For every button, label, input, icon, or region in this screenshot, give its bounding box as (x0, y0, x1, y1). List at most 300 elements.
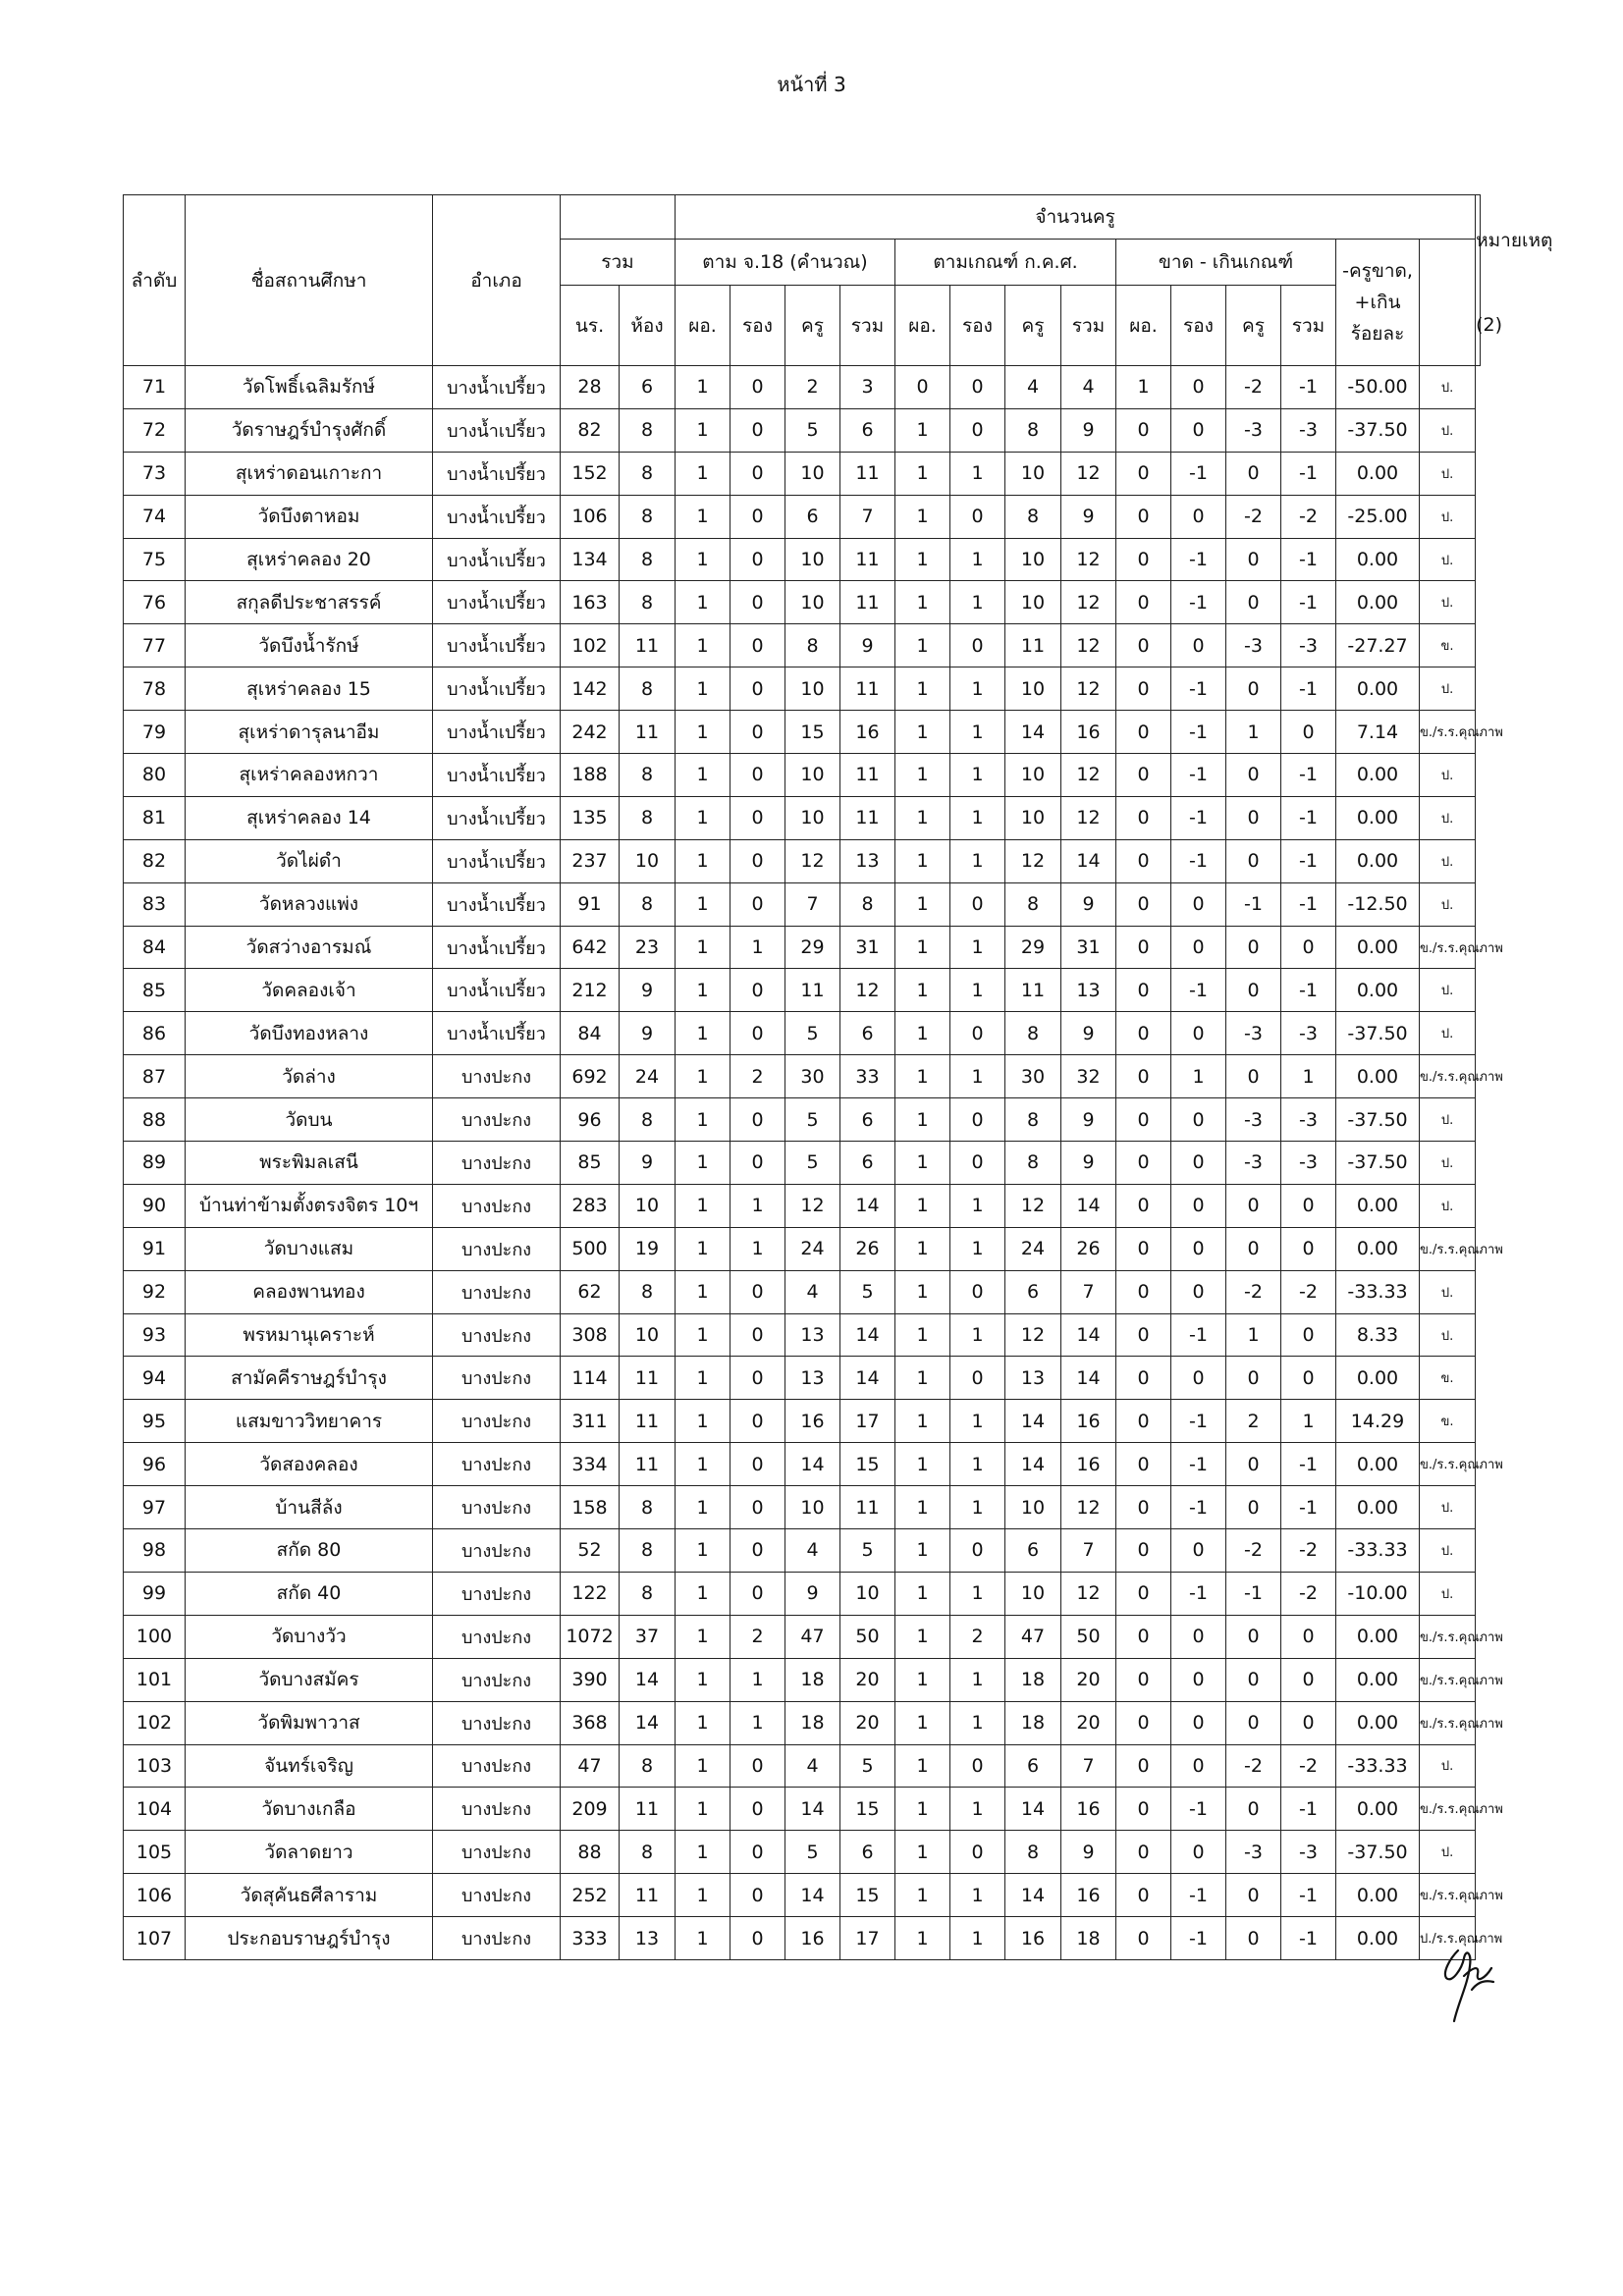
cell-criteria-teacher: 14 (1005, 1400, 1061, 1443)
cell-percent: 0.00 (1336, 1788, 1420, 1831)
cell-rooms: 8 (620, 1270, 676, 1313)
cell-students: 500 (561, 1227, 620, 1270)
cell-remark: ป. (1420, 754, 1476, 797)
cell-criteria-sum: 9 (1061, 1831, 1116, 1874)
cell-rooms: 10 (620, 1184, 676, 1227)
cell-calc-director: 1 (676, 495, 730, 538)
cell-percent: 0.00 (1336, 1658, 1420, 1701)
cell-diff-teacher: -1 (1226, 1572, 1281, 1615)
cell-diff-sum: -1 (1281, 452, 1336, 495)
cell-students: 1072 (561, 1615, 620, 1658)
cell-diff-deputy: 0 (1171, 1270, 1226, 1313)
cell-rooms: 11 (620, 1443, 676, 1486)
cell-diff-director: 0 (1116, 1744, 1171, 1788)
cell-diff-sum: -1 (1281, 667, 1336, 711)
cell-school-name: วัดโพธิ์เฉลิมรักษ์ (186, 366, 433, 409)
cell-no: 100 (124, 1615, 186, 1658)
cell-percent: -25.00 (1336, 495, 1420, 538)
cell-criteria-director: 1 (895, 1831, 950, 1874)
cell-diff-director: 0 (1116, 754, 1171, 797)
cell-calc-teacher: 16 (785, 1400, 840, 1443)
cell-diff-deputy: -1 (1171, 1443, 1226, 1486)
header-diff-sum: รวม (1281, 286, 1336, 366)
cell-criteria-sum: 16 (1061, 1443, 1116, 1486)
cell-diff-director: 0 (1116, 1400, 1171, 1443)
cell-district: บางปะกง (433, 1357, 561, 1400)
cell-no: 79 (124, 711, 186, 754)
cell-criteria-teacher: 10 (1005, 1572, 1061, 1615)
cell-calc-director: 1 (676, 796, 730, 839)
cell-diff-deputy: -1 (1171, 1572, 1226, 1615)
cell-diff-deputy: -1 (1171, 1874, 1226, 1917)
cell-criteria-director: 1 (895, 624, 950, 667)
cell-calc-deputy: 1 (730, 926, 785, 969)
cell-criteria-deputy: 0 (950, 1012, 1005, 1055)
cell-no: 89 (124, 1142, 186, 1185)
cell-criteria-sum: 9 (1061, 408, 1116, 452)
cell-diff-director: 0 (1116, 711, 1171, 754)
cell-no: 101 (124, 1658, 186, 1701)
cell-rooms: 10 (620, 839, 676, 882)
cell-criteria-teacher: 14 (1005, 1443, 1061, 1486)
cell-diff-sum: -1 (1281, 839, 1336, 882)
table-row (124, 926, 1481, 969)
cell-remark: ป. (1420, 1184, 1476, 1227)
cell-percent: -37.50 (1336, 1098, 1420, 1142)
cell-criteria-deputy: 0 (950, 366, 1005, 409)
cell-diff-director: 0 (1116, 1529, 1171, 1573)
cell-calc-director: 1 (676, 1184, 730, 1227)
cell-criteria-teacher: 6 (1005, 1529, 1061, 1573)
cell-calc-deputy: 0 (730, 711, 785, 754)
cell-rooms: 8 (620, 408, 676, 452)
cell-students: 28 (561, 366, 620, 409)
table-row (124, 882, 1481, 926)
cell-percent: 0.00 (1336, 969, 1420, 1012)
cell-school-name: วัดสว่างอารมณ์ (186, 926, 433, 969)
header-diff-director: ผอ. (1116, 286, 1171, 366)
cell-percent: 0.00 (1336, 1486, 1420, 1529)
cell-percent: 0.00 (1336, 1701, 1420, 1744)
cell-district: บางปะกง (433, 1184, 561, 1227)
header-criteria-teacher: ครู (1005, 286, 1061, 366)
cell-diff-sum: 0 (1281, 1313, 1336, 1357)
cell-calc-sum: 6 (840, 1098, 895, 1142)
cell-calc-director: 1 (676, 1357, 730, 1400)
cell-no: 105 (124, 1831, 186, 1874)
cell-no: 82 (124, 839, 186, 882)
cell-calc-sum: 20 (840, 1701, 895, 1744)
cell-rooms: 9 (620, 1012, 676, 1055)
cell-calc-sum: 11 (840, 796, 895, 839)
table-row (124, 1012, 1481, 1055)
cell-diff-sum: -2 (1281, 1270, 1336, 1313)
cell-calc-teacher: 24 (785, 1227, 840, 1270)
cell-calc-deputy: 0 (730, 366, 785, 409)
cell-students: 134 (561, 538, 620, 581)
cell-criteria-director: 1 (895, 452, 950, 495)
cell-percent: -33.33 (1336, 1529, 1420, 1573)
cell-calc-sum: 6 (840, 1831, 895, 1874)
cell-criteria-deputy: 1 (950, 1788, 1005, 1831)
cell-remark: ป. (1420, 1142, 1476, 1185)
cell-diff-teacher: -3 (1226, 1012, 1281, 1055)
header-calc-sum: รวม (840, 286, 895, 366)
cell-calc-director: 1 (676, 1098, 730, 1142)
cell-calc-deputy: 0 (730, 581, 785, 624)
cell-district: บางปะกง (433, 1400, 561, 1443)
cell-calc-director: 1 (676, 839, 730, 882)
cell-students: 642 (561, 926, 620, 969)
cell-percent: 0.00 (1336, 1357, 1420, 1400)
cell-criteria-teacher: 10 (1005, 538, 1061, 581)
cell-percent: 0.00 (1336, 581, 1420, 624)
cell-diff-director: 0 (1116, 1486, 1171, 1529)
cell-remark: ข./ร.ร.คุณภาพ (1420, 1874, 1476, 1917)
cell-diff-director: 0 (1116, 1012, 1171, 1055)
cell-criteria-director: 1 (895, 1184, 950, 1227)
cell-calc-teacher: 10 (785, 667, 840, 711)
cell-criteria-director: 1 (895, 667, 950, 711)
cell-students: 692 (561, 1055, 620, 1098)
cell-diff-sum: 0 (1281, 1227, 1336, 1270)
cell-calc-deputy: 0 (730, 667, 785, 711)
cell-remark: ป. (1420, 1313, 1476, 1357)
table-row (124, 1917, 1481, 1960)
cell-diff-teacher: 0 (1226, 1917, 1281, 1960)
cell-diff-teacher: 0 (1226, 754, 1281, 797)
cell-percent: 0.00 (1336, 1184, 1420, 1227)
cell-calc-teacher: 9 (785, 1572, 840, 1615)
cell-remark: ข./ร.ร.คุณภาพ (1420, 1055, 1476, 1098)
header-name: ชื่อสถานศึกษา (186, 195, 433, 366)
cell-rooms: 8 (620, 538, 676, 581)
cell-criteria-director: 1 (895, 1701, 950, 1744)
cell-diff-teacher: 0 (1226, 1357, 1281, 1400)
cell-percent: 0.00 (1336, 1917, 1420, 1960)
table-row (124, 366, 1481, 409)
header-no: ลำดับ (124, 195, 186, 366)
cell-calc-deputy: 1 (730, 1701, 785, 1744)
cell-criteria-deputy: 1 (950, 926, 1005, 969)
cell-no: 73 (124, 452, 186, 495)
cell-diff-teacher: 0 (1226, 538, 1281, 581)
cell-diff-director: 0 (1116, 1227, 1171, 1270)
cell-remark: ป. (1420, 1270, 1476, 1313)
cell-calc-deputy: 0 (730, 1313, 785, 1357)
cell-district: บางน้ำเปรี้ยว (433, 926, 561, 969)
cell-diff-teacher: 0 (1226, 452, 1281, 495)
cell-calc-sum: 11 (840, 1486, 895, 1529)
cell-calc-director: 1 (676, 1788, 730, 1831)
cell-district: บางน้ำเปรี้ยว (433, 366, 561, 409)
cell-students: 242 (561, 711, 620, 754)
cell-rooms: 11 (620, 624, 676, 667)
cell-criteria-teacher: 10 (1005, 581, 1061, 624)
table-row (124, 969, 1481, 1012)
cell-calc-sum: 16 (840, 711, 895, 754)
cell-diff-deputy: -1 (1171, 711, 1226, 754)
cell-criteria-deputy: 0 (950, 1357, 1005, 1400)
cell-criteria-teacher: 8 (1005, 1142, 1061, 1185)
table-row (124, 1701, 1481, 1744)
cell-students: 209 (561, 1788, 620, 1831)
cell-calc-director: 1 (676, 1055, 730, 1098)
cell-remark: ป. (1420, 1529, 1476, 1573)
cell-criteria-teacher: 8 (1005, 495, 1061, 538)
cell-diff-deputy: -1 (1171, 581, 1226, 624)
cell-district: บางปะกง (433, 1055, 561, 1098)
cell-calc-teacher: 5 (785, 1012, 840, 1055)
cell-calc-director: 1 (676, 711, 730, 754)
cell-diff-deputy: -1 (1171, 1917, 1226, 1960)
cell-diff-director: 0 (1116, 1615, 1171, 1658)
cell-diff-deputy: 0 (1171, 624, 1226, 667)
cell-criteria-teacher: 8 (1005, 1012, 1061, 1055)
cell-school-name: จันทร์เจริญ (186, 1744, 433, 1788)
cell-diff-teacher: 0 (1226, 1443, 1281, 1486)
table-row (124, 1788, 1481, 1831)
cell-calc-director: 1 (676, 408, 730, 452)
cell-calc-deputy: 0 (730, 754, 785, 797)
cell-school-name: วัดบึงทองหลาง (186, 1012, 433, 1055)
cell-students: 96 (561, 1098, 620, 1142)
cell-calc-deputy: 0 (730, 1917, 785, 1960)
cell-criteria-director: 1 (895, 1227, 950, 1270)
cell-diff-sum: -1 (1281, 1788, 1336, 1831)
header-students: นร. (561, 286, 620, 366)
cell-calc-deputy: 1 (730, 1658, 785, 1701)
header-teachers-group: จำนวนครู (676, 195, 1476, 240)
cell-calc-deputy: 0 (730, 538, 785, 581)
table-row (124, 1615, 1481, 1658)
cell-remark: ป. (1420, 1098, 1476, 1142)
cell-diff-teacher: 0 (1226, 839, 1281, 882)
cell-diff-teacher: 0 (1226, 1788, 1281, 1831)
cell-students: 252 (561, 1874, 620, 1917)
cell-criteria-director: 1 (895, 1357, 950, 1400)
cell-diff-teacher: 1 (1226, 1313, 1281, 1357)
cell-calc-teacher: 12 (785, 1184, 840, 1227)
cell-diff-deputy: -1 (1171, 1313, 1226, 1357)
cell-calc-sum: 11 (840, 754, 895, 797)
cell-criteria-deputy: 0 (950, 408, 1005, 452)
cell-percent: 0.00 (1336, 839, 1420, 882)
cell-criteria-director: 1 (895, 839, 950, 882)
cell-calc-sum: 11 (840, 452, 895, 495)
cell-calc-director: 1 (676, 1400, 730, 1443)
signature (1429, 1939, 1497, 2027)
cell-calc-director: 1 (676, 926, 730, 969)
cell-students: 152 (561, 452, 620, 495)
cell-criteria-deputy: 1 (950, 538, 1005, 581)
cell-rooms: 8 (620, 667, 676, 711)
cell-calc-director: 1 (676, 1917, 730, 1960)
cell-students: 334 (561, 1443, 620, 1486)
cell-calc-teacher: 10 (785, 538, 840, 581)
cell-diff-director: 0 (1116, 1313, 1171, 1357)
cell-criteria-teacher: 14 (1005, 1874, 1061, 1917)
cell-district: บางน้ำเปรี้ยว (433, 667, 561, 711)
table-row (124, 1874, 1481, 1917)
cell-calc-director: 1 (676, 969, 730, 1012)
cell-remark: ป. (1420, 366, 1476, 409)
cell-calc-sum: 26 (840, 1227, 895, 1270)
cell-calc-sum: 6 (840, 1142, 895, 1185)
cell-diff-teacher: 0 (1226, 667, 1281, 711)
cell-students: 62 (561, 1270, 620, 1313)
cell-no: 86 (124, 1012, 186, 1055)
cell-no: 80 (124, 754, 186, 797)
cell-calc-director: 1 (676, 1313, 730, 1357)
cell-district: บางปะกง (433, 1874, 561, 1917)
cell-criteria-deputy: 1 (950, 1227, 1005, 1270)
cell-criteria-director: 1 (895, 1529, 950, 1573)
cell-calc-director: 1 (676, 1658, 730, 1701)
cell-criteria-sum: 9 (1061, 882, 1116, 926)
cell-criteria-teacher: 8 (1005, 882, 1061, 926)
cell-diff-sum: -2 (1281, 1572, 1336, 1615)
cell-criteria-director: 1 (895, 1313, 950, 1357)
cell-rooms: 11 (620, 1788, 676, 1831)
cell-rooms: 9 (620, 969, 676, 1012)
cell-diff-deputy: 0 (1171, 495, 1226, 538)
cell-diff-deputy: 0 (1171, 1098, 1226, 1142)
cell-students: 122 (561, 1572, 620, 1615)
cell-criteria-director: 1 (895, 1400, 950, 1443)
cell-students: 91 (561, 882, 620, 926)
cell-criteria-director: 1 (895, 1917, 950, 1960)
cell-calc-teacher: 6 (785, 495, 840, 538)
table-row (124, 1443, 1481, 1486)
cell-district: บางปะกง (433, 1313, 561, 1357)
cell-calc-deputy: 0 (730, 1788, 785, 1831)
cell-rooms: 37 (620, 1615, 676, 1658)
cell-calc-deputy: 0 (730, 408, 785, 452)
cell-criteria-sum: 16 (1061, 1874, 1116, 1917)
cell-diff-sum: -2 (1281, 1529, 1336, 1573)
cell-calc-deputy: 0 (730, 1744, 785, 1788)
cell-no: 96 (124, 1443, 186, 1486)
cell-criteria-director: 1 (895, 711, 950, 754)
cell-criteria-sum: 12 (1061, 538, 1116, 581)
cell-remark: ป. (1420, 796, 1476, 839)
cell-percent: -37.50 (1336, 1142, 1420, 1185)
table-row (124, 1529, 1481, 1573)
cell-criteria-deputy: 0 (950, 1744, 1005, 1788)
cell-criteria-deputy: 1 (950, 1572, 1005, 1615)
cell-calc-director: 1 (676, 1227, 730, 1270)
cell-students: 88 (561, 1831, 620, 1874)
cell-calc-director: 1 (676, 882, 730, 926)
table-row (124, 1055, 1481, 1098)
cell-criteria-deputy: 1 (950, 1055, 1005, 1098)
cell-diff-director: 0 (1116, 624, 1171, 667)
cell-students: 333 (561, 1917, 620, 1960)
cell-diff-teacher: -3 (1226, 624, 1281, 667)
cell-calc-deputy: 2 (730, 1055, 785, 1098)
cell-diff-deputy: 0 (1171, 1357, 1226, 1400)
cell-remark: ข./ร.ร.คุณภาพ (1420, 1788, 1476, 1831)
cell-school-name: วัดลาดยาว (186, 1831, 433, 1874)
cell-remark: ป./ร.ร.คุณภาพ (1420, 1917, 1476, 1960)
cell-students: 84 (561, 1012, 620, 1055)
cell-criteria-deputy: 1 (950, 1658, 1005, 1701)
cell-criteria-sum: 9 (1061, 495, 1116, 538)
cell-district: บางน้ำเปรี้ยว (433, 754, 561, 797)
cell-school-name: วัดบึงตาหอม (186, 495, 433, 538)
cell-calc-teacher: 16 (785, 1917, 840, 1960)
header-calc-group: ตาม จ.18 (คำนวณ) (676, 240, 895, 286)
cell-no: 94 (124, 1357, 186, 1400)
cell-criteria-director: 1 (895, 969, 950, 1012)
cell-diff-director: 0 (1116, 796, 1171, 839)
cell-rooms: 11 (620, 1357, 676, 1400)
cell-criteria-teacher: 29 (1005, 926, 1061, 969)
cell-criteria-sum: 14 (1061, 1184, 1116, 1227)
cell-calc-sum: 11 (840, 581, 895, 624)
cell-district: บางน้ำเปรี้ยว (433, 408, 561, 452)
cell-diff-director: 0 (1116, 1443, 1171, 1486)
cell-criteria-deputy: 1 (950, 667, 1005, 711)
cell-criteria-director: 1 (895, 1572, 950, 1615)
cell-school-name: วัดคลองเจ้า (186, 969, 433, 1012)
cell-criteria-director: 1 (895, 538, 950, 581)
cell-criteria-deputy: 1 (950, 1400, 1005, 1443)
cell-calc-teacher: 29 (785, 926, 840, 969)
cell-diff-sum: -3 (1281, 1012, 1336, 1055)
cell-criteria-teacher: 10 (1005, 754, 1061, 797)
cell-calc-deputy: 0 (730, 1874, 785, 1917)
cell-district: บางน้ำเปรี้ยว (433, 495, 561, 538)
cell-percent: -37.50 (1336, 1012, 1420, 1055)
cell-criteria-teacher: 8 (1005, 1831, 1061, 1874)
cell-diff-deputy: 0 (1171, 1227, 1226, 1270)
cell-rooms: 8 (620, 1744, 676, 1788)
cell-calc-teacher: 14 (785, 1874, 840, 1917)
table-row (124, 408, 1481, 452)
cell-calc-director: 1 (676, 1012, 730, 1055)
cell-diff-director: 0 (1116, 882, 1171, 926)
cell-diff-director: 0 (1116, 452, 1171, 495)
cell-remark: ป. (1420, 581, 1476, 624)
cell-school-name: วัดบางแสม (186, 1227, 433, 1270)
cell-calc-teacher: 10 (785, 1486, 840, 1529)
cell-diff-deputy: 0 (1171, 366, 1226, 409)
cell-diff-teacher: 0 (1226, 1874, 1281, 1917)
cell-school-name: สุเหร่าคลอง 14 (186, 796, 433, 839)
cell-remark: ป. (1420, 408, 1476, 452)
cell-diff-sum: -1 (1281, 366, 1336, 409)
cell-diff-deputy: -1 (1171, 1788, 1226, 1831)
cell-criteria-teacher: 12 (1005, 1184, 1061, 1227)
cell-criteria-sum: 16 (1061, 1400, 1116, 1443)
table-row (124, 711, 1481, 754)
cell-criteria-director: 1 (895, 882, 950, 926)
cell-calc-sum: 14 (840, 1357, 895, 1400)
cell-calc-director: 1 (676, 1486, 730, 1529)
cell-criteria-sum: 16 (1061, 711, 1116, 754)
cell-calc-teacher: 5 (785, 1831, 840, 1874)
cell-diff-deputy: 1 (1171, 1055, 1226, 1098)
cell-calc-sum: 50 (840, 1615, 895, 1658)
cell-diff-sum: -1 (1281, 1443, 1336, 1486)
cell-diff-director: 0 (1116, 1142, 1171, 1185)
cell-diff-deputy: -1 (1171, 667, 1226, 711)
cell-diff-director: 0 (1116, 1184, 1171, 1227)
cell-calc-sum: 15 (840, 1874, 895, 1917)
cell-diff-deputy: -1 (1171, 1486, 1226, 1529)
